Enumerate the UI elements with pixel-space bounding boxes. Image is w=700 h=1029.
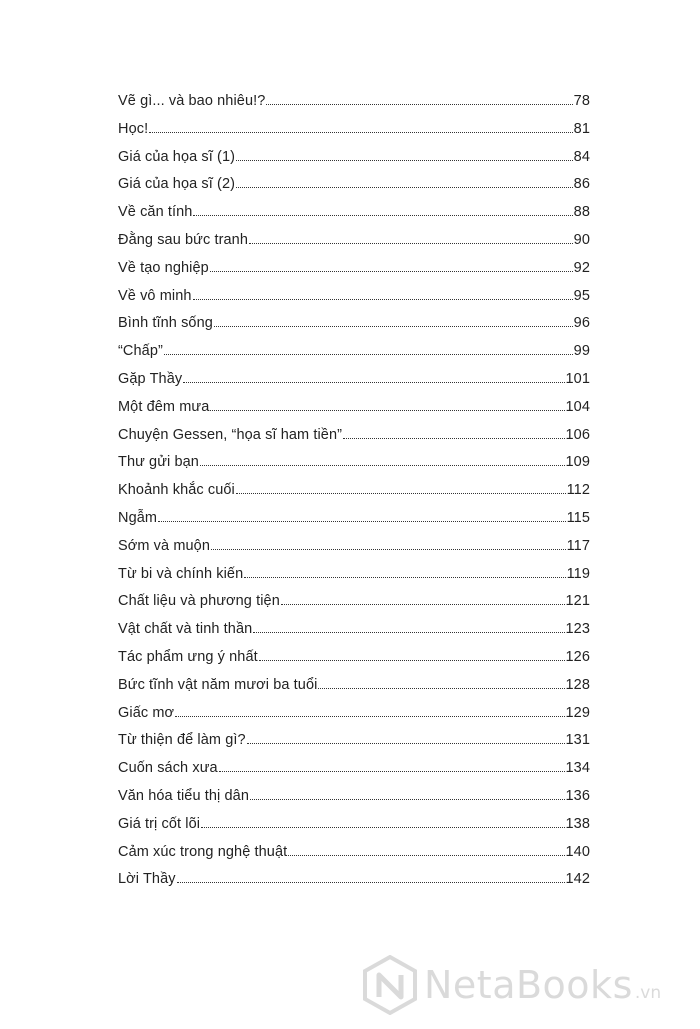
toc-entry — [118, 816, 590, 844]
toc-dot-leader — [288, 854, 564, 856]
toc-entry — [118, 566, 590, 594]
toc-dot-leader — [200, 464, 565, 466]
toc-entry — [118, 260, 590, 288]
toc-entry-title: Vẽ gì... và bao nhiêu!? — [118, 93, 266, 109]
toc-dot-leader — [318, 687, 564, 689]
toc-entry — [118, 649, 590, 677]
toc-entry — [118, 732, 590, 760]
toc-dot-leader — [281, 603, 565, 605]
toc-entry — [118, 371, 590, 399]
toc-entry — [118, 427, 590, 455]
toc-entry-page-number: 126 — [565, 648, 590, 665]
toc-entry-title: Về vô minh — [118, 287, 192, 304]
toc-entry-title: Văn hóa tiểu thị dân — [118, 787, 249, 804]
toc-entry-page-number: 95 — [573, 287, 590, 304]
toc-entry-title: Giá của họa sĩ (1) — [118, 148, 236, 165]
toc-entry-title: “Chấp” — [118, 343, 163, 360]
toc-dot-leader — [236, 492, 566, 494]
toc-entry-title: Giấc mơ — [118, 704, 175, 721]
netabooks-logo-icon — [362, 955, 418, 1015]
toc-entry-page-number: 88 — [573, 204, 590, 221]
toc-entry — [118, 538, 590, 566]
toc-entry-title: Đằng sau bức tranh — [118, 231, 248, 248]
toc-entry-page-number: 84 — [573, 148, 590, 165]
toc-entry — [118, 510, 590, 538]
toc-entry-page-number: 129 — [565, 704, 590, 721]
toc-entry-title: Sớm và muộn — [118, 537, 211, 554]
toc-entry-title: Về tạo nghiệp — [118, 259, 209, 276]
toc-dot-leader — [259, 659, 565, 661]
toc-dot-leader — [214, 325, 573, 327]
toc-entry-title: Gặp Thầy — [118, 370, 183, 387]
toc-dot-leader — [253, 631, 564, 633]
toc-dot-leader — [244, 576, 565, 578]
toc-entry-page-number: 92 — [573, 259, 590, 276]
toc-entry — [118, 399, 590, 427]
toc-entry-title: Một đêm mưa — [118, 398, 210, 415]
toc-dot-leader — [193, 214, 572, 216]
netabooks-watermark — [362, 955, 661, 1015]
toc-dot-leader — [210, 409, 564, 411]
watermark-brand: NetaBooks — [424, 963, 633, 1007]
toc-entry-title: Giá trị cốt lõi — [118, 815, 201, 832]
toc-entry-title: Thư gửi bạn — [118, 454, 199, 471]
toc-entry-title: Từ thiện để làm gì? — [118, 732, 246, 749]
toc-entry-title: Từ bi và chính kiến — [118, 565, 244, 582]
toc-entry — [118, 149, 590, 177]
toc-entry — [118, 705, 590, 733]
toc-entry-title: Về căn tính — [118, 204, 193, 221]
toc-dot-leader — [149, 131, 572, 133]
toc-entry-page-number: 101 — [565, 370, 590, 387]
toc-entry — [118, 788, 590, 816]
toc-dot-leader — [210, 270, 573, 272]
toc-entry-page-number: 136 — [565, 787, 590, 804]
toc-entry-page-number: 115 — [566, 509, 590, 526]
toc-entry-page-number: 119 — [566, 565, 590, 582]
toc-dot-leader — [211, 548, 566, 550]
toc-entry-page-number: 117 — [566, 537, 590, 554]
toc-dot-leader — [266, 103, 572, 105]
toc-dot-leader — [183, 381, 564, 383]
toc-dot-leader — [247, 742, 565, 744]
toc-entry-page-number: 109 — [565, 454, 590, 471]
toc-entry-page-number: 121 — [565, 593, 590, 610]
toc-entry-page-number: 131 — [565, 732, 590, 749]
toc-entry — [118, 288, 590, 316]
toc-dot-leader — [175, 715, 564, 717]
watermark-suffix: .vn — [634, 983, 662, 1003]
toc-entry — [118, 844, 590, 872]
toc-entry-page-number: 99 — [573, 343, 590, 360]
toc-entry-title: Học! — [118, 120, 149, 137]
toc-entry — [118, 121, 590, 149]
toc-entry-title: Bức tĩnh vật năm mươi ba tuổi — [118, 676, 318, 693]
toc-dot-leader — [236, 159, 573, 161]
toc-entry-page-number: 104 — [565, 398, 590, 415]
toc-entry-page-number: 138 — [565, 815, 590, 832]
toc-entry — [118, 593, 590, 621]
toc-entry-title: Cảm xúc trong nghệ thuật — [118, 843, 288, 860]
toc-entry-title: Chất liệu và phương tiện — [118, 593, 280, 610]
toc-entry-title: Lời Thầy — [118, 871, 176, 888]
toc-entry-title: Ngẫm — [118, 509, 158, 526]
toc-dot-leader — [343, 437, 564, 439]
toc-entry — [118, 621, 590, 649]
toc-dot-leader — [236, 186, 573, 188]
toc-entry-title: Bình tĩnh sống — [118, 315, 213, 332]
toc-entry-title: Chuyện Gessen, “họa sĩ ham tiền” — [118, 426, 343, 443]
toc-entry — [118, 677, 590, 705]
toc-entry — [118, 93, 590, 121]
toc-entry — [118, 315, 590, 343]
toc-dot-leader — [177, 881, 565, 883]
toc-entry — [118, 760, 590, 788]
toc-entry-title: Tác phẩm ưng ý nhất — [118, 648, 258, 665]
toc-dot-leader — [164, 353, 573, 355]
toc-entry — [118, 176, 590, 204]
toc-entry-page-number: 128 — [565, 676, 590, 693]
toc-entry-page-number: 86 — [573, 176, 590, 193]
toc-entry-page-number: 78 — [573, 93, 590, 109]
toc-entry-page-number: 96 — [573, 315, 590, 332]
table-of-contents — [118, 93, 590, 899]
toc-entry-title: Vật chất và tinh thần — [118, 621, 253, 638]
toc-dot-leader — [158, 520, 565, 522]
toc-dot-leader — [250, 798, 565, 800]
toc-entry — [118, 454, 590, 482]
toc-entry-title: Giá của họa sĩ (2) — [118, 176, 236, 193]
toc-dot-leader — [193, 298, 573, 300]
toc-entry-page-number: 90 — [573, 231, 590, 248]
toc-dot-leader — [249, 242, 573, 244]
toc-entry-page-number: 123 — [565, 621, 590, 638]
toc-entry — [118, 232, 590, 260]
toc-entry-page-number: 142 — [565, 871, 590, 888]
toc-entry-page-number: 112 — [566, 482, 590, 499]
toc-entry-page-number: 140 — [565, 843, 590, 860]
toc-dot-leader — [219, 770, 565, 772]
toc-entry — [118, 204, 590, 232]
toc-dot-leader — [201, 826, 564, 828]
toc-entry-page-number: 134 — [565, 760, 590, 777]
toc-entry — [118, 871, 590, 899]
toc-entry — [118, 482, 590, 510]
toc-entry-page-number: 81 — [573, 120, 590, 137]
toc-entry-title: Cuốn sách xưa — [118, 760, 218, 777]
toc-entry — [118, 343, 590, 371]
toc-entry-page-number: 106 — [565, 426, 590, 443]
toc-entry-title: Khoảnh khắc cuối — [118, 482, 235, 499]
